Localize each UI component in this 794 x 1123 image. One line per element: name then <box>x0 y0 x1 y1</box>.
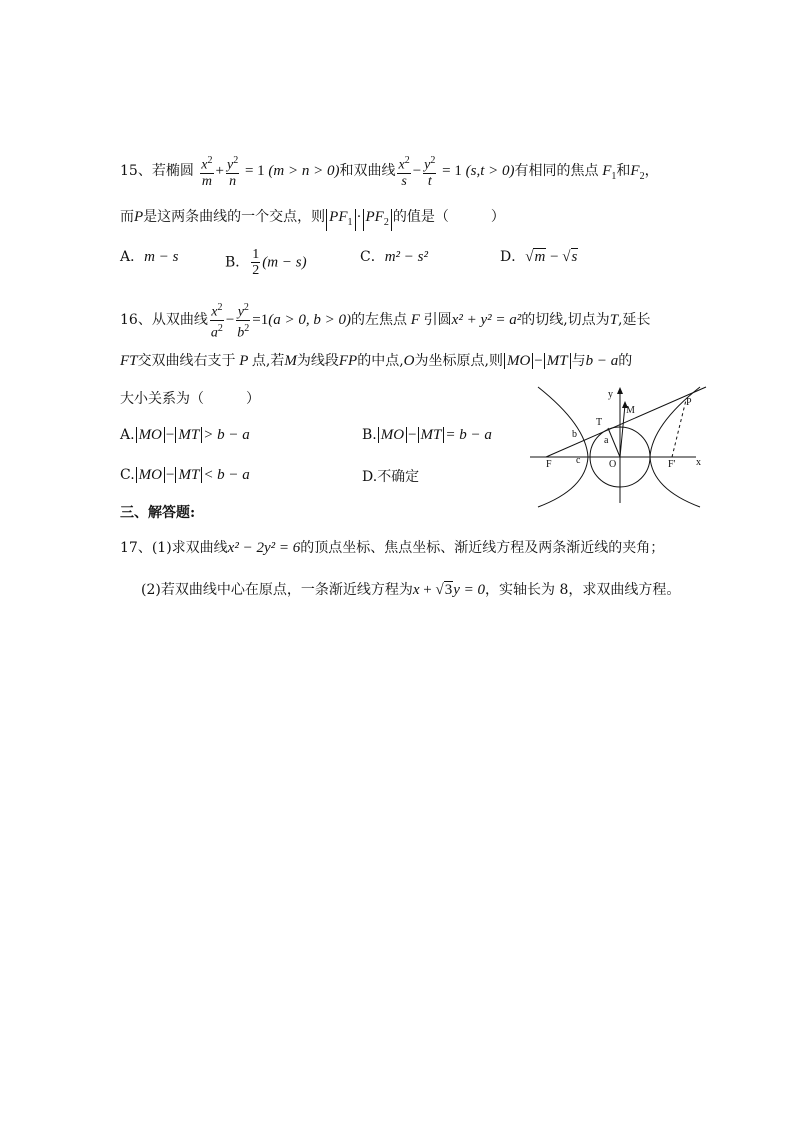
option-label: B． <box>225 254 250 271</box>
q15-number: 15、 <box>120 162 152 179</box>
option-label: D． <box>500 249 526 265</box>
q16-mid: 的左焦点 <box>351 312 407 329</box>
q15-line1: 15、若椭圆 $\frac{x^2}{m}$ + $\frac{y^2}{n}$ = 1 (m > n > 0)和双曲线 $\frac{x^2}{s}$ − $\frac{y^2}{t}$ = 1 (s,t > 0)有相同的焦点 $F_1$和$F_2$， <box>120 155 659 189</box>
q16-tail: 的切线,切点为 <box>521 312 610 329</box>
segment-fprime-p <box>672 400 686 457</box>
q15-option-d[interactable]: D．√m − √s <box>500 249 578 265</box>
label-t: T <box>596 417 603 428</box>
label-c: c <box>576 455 581 466</box>
q16-line2-f: 与 <box>571 353 586 369</box>
q15-tail-and: 和 <box>616 162 631 179</box>
q17-part1-tail: 的顶点坐标、焦点坐标、渐近线方程及两条渐近线的夹角； <box>300 540 665 556</box>
q16-tail2: ,延长 <box>618 312 651 329</box>
option-label: C． <box>360 249 385 265</box>
ellipse-term-x: $\frac{x^2}{m}$ <box>201 155 213 189</box>
hyperbola-term-y: $\frac{y^2}{t}$ <box>424 155 436 189</box>
q16-line3: 大小关系为（ ） <box>120 391 260 407</box>
q17-part2: (2)若双曲线中心在原点，一条渐近线方程为x + √3y = 0，实轴长为 8，求双曲线方程。 <box>141 582 681 598</box>
label-f: F <box>546 459 552 470</box>
q16-line2-d: 的中点, <box>357 353 404 369</box>
q16-mid2: 引圆 <box>423 312 452 329</box>
q16-line2-e: 为坐标原点,则 <box>414 353 503 369</box>
hyperbola-term-x: $\frac{x^2}{s}$ <box>398 155 410 189</box>
segment-ot <box>608 428 620 457</box>
q15-lead: 若椭圆 <box>151 162 194 179</box>
option-relation: = b − a <box>445 427 492 443</box>
q16-lead: 从双曲线 <box>151 312 208 329</box>
ellipse-condition: (m > n > 0) <box>268 162 340 179</box>
q16-line2-c: 为线段 <box>296 353 339 369</box>
label-y: y <box>608 389 613 400</box>
option-label: A． <box>120 249 145 265</box>
hyperbola-right-branch <box>650 387 700 507</box>
option-label: C. <box>120 467 135 483</box>
hyperbola-left-branch <box>538 387 588 507</box>
ellipse-term-y: $\frac{y^2}{n}$ <box>226 155 239 189</box>
q16-term-x: $\frac{x^2}{a^2}$ <box>210 302 223 341</box>
hyperbola-tangent-figure <box>528 385 708 510</box>
q17-part2-lead: 若双曲线中心在原点，一条渐近线方程为 <box>160 582 413 598</box>
q16-option-c[interactable]: C. MO − MT < b − a <box>120 467 250 483</box>
hyperbola-condition: (s,t > 0) <box>465 162 515 179</box>
q16-option-d[interactable] <box>362 467 419 487</box>
q15-line2-tail: 的值是（ ） <box>392 209 505 225</box>
q16-term-y: $\frac{y^2}{b^2}$ <box>237 302 250 341</box>
option-text: (m − s) <box>262 254 307 271</box>
q16-line2-a: 交双曲线右支于 <box>137 353 236 369</box>
q17-part2-label: (2) <box>141 582 161 598</box>
q15-line2-mid: 是这两条曲线的一个交点，则 <box>143 209 326 225</box>
label-a: a <box>604 435 609 446</box>
q16-line2-b: 点,若 <box>251 353 285 369</box>
q16-circle-eq: x² + y² = a² <box>451 312 522 329</box>
option-label: A. <box>120 427 135 443</box>
q16-condition: (a > 0, b > 0) <box>268 312 351 329</box>
option-relation: < b − a <box>203 467 250 483</box>
q17-part1-eq: x² − 2y² = 6 <box>227 540 301 556</box>
q15-line2: 而P是这两条曲线的一个交点，则 $PF_1 \cdot PF_2$ 的值是（ ） <box>120 207 505 231</box>
q16-option-b[interactable]: B. MO − MT = b − a <box>362 427 492 443</box>
option-relation: > b − a <box>203 427 250 443</box>
q17-part2-eq: y = 0 <box>453 582 485 598</box>
segment-om <box>620 405 625 457</box>
option-text: m² − s² <box>384 249 429 265</box>
q17-part1-label: (1) <box>151 540 172 556</box>
q16-line2: FT交双曲线右支于 P 点,若M为线段FP的中点,O为坐标原点,则 MO − MT 与b − a的 <box>120 353 633 369</box>
label-b: b <box>572 429 577 440</box>
q16-line2-g: 的 <box>618 353 633 369</box>
tangent-line <box>546 387 706 457</box>
q16-line1: 16、从双曲线 $\frac{x^2}{a^2}$ − $\frac{y^2}{b^2}$ =1(a > 0, b > 0)的左焦点 F 引圆x² + y² = a²的切线,切点为T,延长 <box>120 302 651 341</box>
q15-line2-lead: 而 <box>120 209 134 225</box>
option-text: 不确定 <box>377 469 420 485</box>
q17-part1 <box>120 538 664 558</box>
label-f-prime: F' <box>668 459 676 470</box>
q15-option-c[interactable] <box>360 247 428 267</box>
q15-option-a[interactable] <box>120 247 178 267</box>
label-o: O <box>609 459 617 470</box>
y-axis-arrow <box>617 387 623 394</box>
section-title: 三、解答题: <box>120 505 196 521</box>
label-m: M <box>626 405 635 416</box>
label-x: x <box>696 457 701 468</box>
q15-mid: 和双曲线 <box>339 162 396 179</box>
q16-option-a[interactable]: A. MO − MT > b − a <box>120 427 250 443</box>
q17-part1-lead: 求双曲线 <box>171 540 228 556</box>
option-label: D. <box>362 469 378 485</box>
q17-number: 17、 <box>120 540 152 556</box>
q15-tail: 有相同的焦点 <box>514 162 599 179</box>
option-text: m − s <box>144 249 179 265</box>
label-p: P <box>686 397 692 408</box>
one-half: $\frac{1}{2}$ <box>252 247 260 278</box>
q16-number: 16、 <box>120 312 152 329</box>
q15-option-b[interactable] <box>225 247 307 278</box>
q17-part2-tail: ，实轴长为 8，求双曲线方程。 <box>485 582 681 598</box>
option-label: B. <box>362 427 377 443</box>
